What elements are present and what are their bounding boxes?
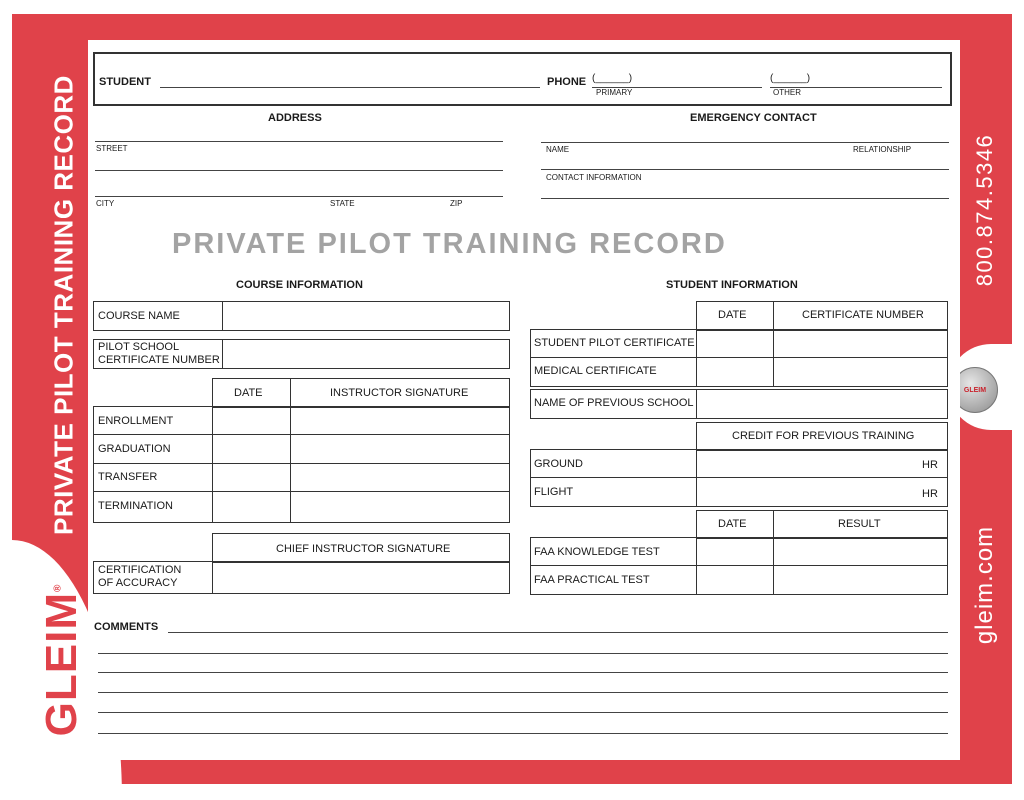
registered-mark: ® [52,583,64,593]
previous-school-label: NAME OF PREVIOUS SCHOOL [534,397,694,409]
primary-label: PRIMARY [596,88,633,97]
course-name-divider [222,301,223,330]
comments-line-5[interactable] [98,712,948,713]
comments-line-4[interactable] [98,692,948,693]
comments-line-3[interactable] [98,672,948,673]
credit-header-label: CREDIT FOR PREVIOUS TRAINING [732,430,915,442]
student-info-title: STUDENT INFORMATION [666,279,798,291]
comments-line-6[interactable] [98,733,948,734]
student-name-line[interactable] [160,87,540,88]
badge-text: GLEIM [963,386,987,394]
transfer-label: TRANSFER [98,471,158,483]
side-website: gleim.com [971,525,998,645]
previous-school-field[interactable] [698,390,946,417]
other-area-code: (______) [770,73,811,84]
phone-label: PHONE [547,76,587,88]
school-cert-label-line1: PILOT SCHOOL [98,341,180,353]
course-name-label: COURSE NAME [98,310,180,322]
medical-certificate-label: MEDICAL CERTIFICATE [534,365,657,377]
test-col-date-label: DATE [718,518,747,530]
accuracy-label-line1: CERTIFICATION [98,564,182,576]
state-label: STATE [330,199,355,208]
side-title: PRIVATE PILOT TRAINING RECORD [48,75,79,535]
city-label: CITY [96,199,115,208]
instructor-row-line-2 [93,463,509,464]
student-label: STUDENT [99,76,151,88]
instructor-header-divider [290,378,291,407]
chief-signature-field[interactable] [214,562,508,592]
accuracy-divider [212,561,213,593]
accuracy-label [98,564,181,590]
comments-line-1[interactable] [168,632,948,633]
comments-label: COMMENTS [94,621,159,633]
col-date-label: DATE [234,387,263,399]
emergency-top-line [541,142,949,143]
gleim-logo [37,584,87,737]
school-cert-field[interactable] [224,340,508,367]
graduation-label: GRADUATION [98,443,171,455]
flight-hr-label: HR [922,488,938,500]
address-top-line [95,141,503,142]
cert-col-number-label: CERTIFICATE NUMBER [802,309,924,321]
other-phone-line[interactable] [770,87,942,88]
credit-row-line [530,477,947,478]
street-line[interactable] [95,170,503,171]
emergency-name-line[interactable] [541,169,949,170]
chief-signature-label: CHIEF INSTRUCTOR SIGNATURE [276,543,451,555]
emergency-name-label: NAME [546,145,570,154]
logo-text: GLEIM [37,592,86,737]
test-col-result-label: RESULT [838,518,881,530]
cert-header-divider [773,301,774,330]
city-line[interactable] [95,196,503,197]
street-label: STREET [96,144,128,153]
side-phone-number: 800.874.5346 [972,133,997,287]
accuracy-label-line2: OF ACCURACY [98,577,178,589]
course-name-field[interactable] [224,302,508,329]
other-label: OTHER [773,88,801,97]
primary-area-code: (______) [592,73,633,84]
address-title: ADDRESS [268,112,322,124]
contact-information-label: CONTACT INFORMATION [546,173,642,182]
enrollment-label: ENROLLMENT [98,415,174,427]
practical-test-label: FAA PRACTICAL TEST [534,574,650,586]
emergency-title: EMERGENCY CONTACT [690,112,817,124]
primary-phone-line[interactable] [592,87,762,88]
cert-col-date-label: DATE [718,309,747,321]
test-row-line [530,565,947,566]
knowledge-test-label: FAA KNOWLEDGE TEST [534,546,660,558]
relationship-label: RELATIONSHIP [853,145,912,154]
col-instructor-signature-label: INSTRUCTOR SIGNATURE [330,387,469,399]
instructor-row-line-3 [93,491,509,492]
contact-information-line[interactable] [541,198,949,199]
comments-line-2[interactable] [98,653,948,654]
instructor-row-line-1 [93,434,509,435]
flight-label: FLIGHT [534,486,574,498]
school-cert-label-line2: CERTIFICATE NUMBER [98,354,220,366]
termination-label: TERMINATION [98,500,173,512]
ground-hr-label: HR [922,459,938,471]
cert-row-line [530,357,947,358]
student-header-box [93,52,952,106]
school-cert-divider [222,339,223,368]
zip-label: ZIP [450,199,463,208]
course-info-title: COURSE INFORMATION [236,279,363,291]
student-pilot-certificate-label: STUDENT PILOT CERTIFICATE [534,337,695,349]
test-header-divider [773,510,774,538]
ground-label: GROUND [534,458,583,470]
school-cert-label [98,341,220,367]
form-title: PRIVATE PILOT TRAINING RECORD [172,228,727,260]
previous-school-divider [696,389,697,418]
